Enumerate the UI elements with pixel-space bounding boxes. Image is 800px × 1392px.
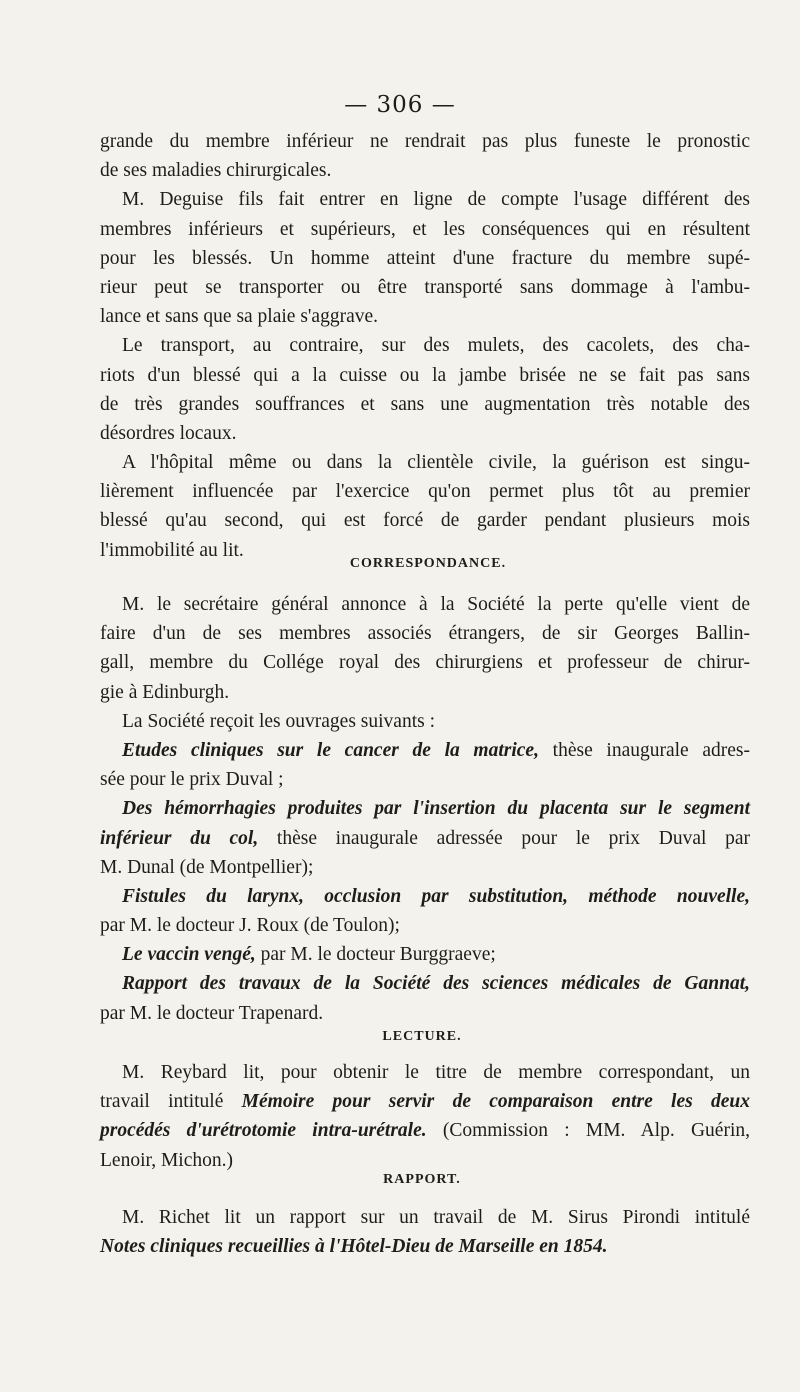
text-line: Le vaccin vengé, par M. le docteur Burggraeve; [122, 944, 496, 966]
text-line: gall, membre du Collége royal des chirurgiens et professeur de chirur- [100, 652, 750, 674]
work-title: inférieur du col, [100, 827, 259, 849]
work-title: Fistules du larynx, occlusion par substitution, méthode nouvelle, [122, 885, 750, 907]
text-line [100, 969, 750, 998]
work-title: Etudes cliniques sur le cancer de la matrice, [122, 739, 539, 761]
heading-lecture: LECTURE. [382, 1029, 462, 1044]
text-line: par M. le docteur Trapenard. [100, 1002, 324, 1024]
section-correspondance [100, 590, 750, 1028]
page-number: — 306 — [344, 92, 456, 118]
work-title: procédés d'urétrotomie intra-urétrale. [100, 1120, 427, 1142]
text-line: par M. le docteur J. Roux (de Toulon); [100, 915, 400, 937]
text-line [100, 794, 750, 823]
text-line: de très grandes souffrances et sans une augmentation très notable des [100, 393, 750, 415]
work-title: Notes cliniques recueillies à l'Hôtel-Dieu de Marseille en 1854. [100, 1236, 608, 1258]
section-rapport [100, 1203, 750, 1261]
text-line: grande du membre inférieur ne rendrait pas plus funeste le pronostic [100, 131, 750, 152]
text-line: riots d'un blessé qui a la cuisse ou la jambe brisée ne se fait pas sans [100, 364, 750, 386]
text-line [100, 1232, 750, 1261]
text-line: blessé qu'au second, qui est forcé de garder pendant plusieurs mois [100, 510, 750, 532]
text-line: sée pour le prix Duval ; [100, 769, 284, 791]
text-line: lièrement influencée par l'exercice qu'on permet plus tôt au premier [100, 481, 750, 503]
text-line: rieur peut se transporter ou être transporté sans dommage à l'ambu- [100, 276, 750, 298]
text-line: Le transport, au contraire, sur des mulets, des cacolets, des cha- [122, 335, 750, 357]
text-line: membres inférieurs et supérieurs, et les conséquences qui en résultent [100, 218, 750, 240]
text-line: inférieur du col, thèse inaugurale adressée pour le prix Duval par [100, 827, 750, 849]
text-line: M. Deguise fils fait entrer en ligne de compte l'usage différent des [122, 189, 750, 211]
text-line: gie à Edinburgh. [100, 681, 230, 703]
text-line: Lenoir, Michon.) [100, 1149, 233, 1171]
text-line: faire d'un de ses membres associés étrangers, de sir Georges Ballin- [100, 623, 750, 645]
heading-rapport: RAPPORT. [383, 1172, 461, 1187]
work-title: Mémoire pour servir de comparaison entre les deux [241, 1091, 751, 1113]
text-line: l'immobilité au lit. [100, 539, 244, 561]
text-line: Etudes cliniques sur le cancer de la matrice, thèse inaugurale adres- [122, 739, 751, 761]
work-title: Rapport des travaux de la Société des sciences médicales de Gannat, [122, 973, 750, 995]
text-line: pour les blessés. Un homme atteint d'une fracture du membre supé- [100, 247, 750, 269]
text-line: A l'hôpital même ou dans la clientèle civile, la guérison est singu- [122, 452, 750, 474]
section-lecture [100, 1058, 750, 1175]
text-line: désordres locaux. [100, 422, 237, 444]
text-line [100, 882, 750, 911]
text-line: procédés d'urétrotomie intra-urétrale. (Commission : MM. Alp. Guérin, [100, 1120, 750, 1142]
work-title: Des hémorrhagies produites par l'insertion du placenta sur le segment [122, 798, 750, 820]
text-line: de ses maladies chirurgicales. [100, 160, 332, 182]
text-line: La Société reçoit les ouvrages suivants : [122, 710, 435, 732]
text-line: M. Richet lit un rapport sur un travail de M. Sirus Pirondi intitulé [122, 1207, 750, 1228]
section-opening [100, 127, 750, 565]
text-line: M. Dunal (de Montpellier); [100, 856, 314, 878]
text-line: travail intitulé Mémoire pour servir de comparaison entre les deux [100, 1091, 751, 1113]
heading-correspondance: CORRESPONDANCE. [349, 556, 507, 571]
text-line: M. Reybard lit, pour obtenir le titre de membre correspondant, un [122, 1062, 750, 1083]
work-title: Le vaccin vengé, [122, 944, 256, 966]
text-line: lance et sans que sa plaie s'aggrave. [100, 306, 379, 328]
text-line: M. le secrétaire général annonce à la Société la perte qu'elle vient de [122, 594, 750, 615]
